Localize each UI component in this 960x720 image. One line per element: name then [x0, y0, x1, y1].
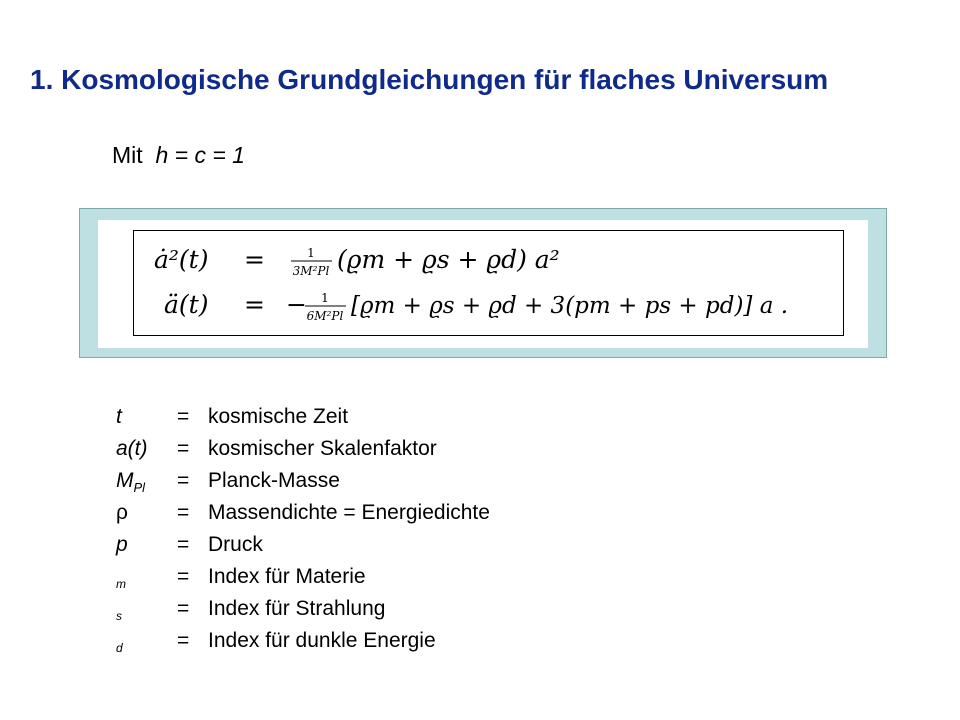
definition-symbol: t — [116, 405, 122, 428]
definition-text: Index für Materie — [208, 565, 366, 588]
definition-text: Index für Strahlung — [208, 597, 386, 620]
definition-equals: = — [177, 533, 190, 556]
equation-2 — [164, 290, 788, 323]
eq1-frac-num: 1 — [307, 246, 315, 260]
definition-text: kosmischer Skalenfaktor — [208, 437, 437, 460]
eq2-equals: = — [244, 290, 265, 319]
definition-symbol: a(t) — [116, 437, 148, 460]
friedmann-equations — [134, 231, 843, 335]
definition-equals: = — [177, 469, 190, 492]
eq1-equals: = — [244, 245, 265, 274]
definition-text: Druck — [208, 533, 263, 556]
definition-symbol: d — [116, 641, 123, 655]
units-expression: h = c = 1 — [155, 142, 245, 168]
eq1-rhs: (ϱm + ϱs + ϱd) a² — [337, 245, 560, 274]
slide-title: 1. Kosmologische Grundgleichungen für flaches Universum — [30, 64, 829, 95]
eq2-frac-num: 1 — [321, 291, 329, 305]
definition-symbol: s — [116, 609, 122, 623]
definition-equals: = — [177, 437, 190, 460]
definition-symbol-base: M — [116, 469, 134, 492]
definition-text: kosmische Zeit — [208, 405, 349, 428]
eq2-minus: − — [286, 290, 307, 319]
definition-text: Massendichte = Energiedichte — [208, 501, 490, 524]
eq2-rhs: [ϱm + ϱs + ϱd + 3(pm + ps + pd)] a . — [351, 293, 789, 319]
definition-equals: = — [177, 501, 190, 524]
eq2-frac-den: 6M²Pl — [306, 309, 344, 323]
equation-panel — [98, 220, 868, 348]
definition-symbol — [116, 469, 174, 495]
definition-text: Index für dunkle Energie — [208, 629, 436, 652]
units-note — [112, 142, 245, 169]
definition-symbol-subscript: Pl — [133, 480, 146, 496]
definition-equals: = — [177, 629, 190, 652]
eq1-frac-den: 3M²Pl — [292, 264, 330, 278]
eq1-lhs: ȧ²(t) — [154, 245, 209, 274]
equation-frame — [79, 208, 887, 358]
definition-symbol: ρ — [116, 501, 128, 524]
units-prefix: Mit — [112, 142, 143, 168]
equation-box — [133, 230, 844, 336]
definition-equals: = — [177, 597, 190, 620]
definition-text: Planck-Masse — [208, 469, 340, 492]
eq2-lhs: ä(t) — [164, 290, 209, 319]
definition-symbol: m — [116, 577, 126, 591]
definition-equals: = — [177, 565, 190, 588]
equation-1 — [154, 245, 560, 278]
definition-symbol: p — [116, 533, 128, 556]
definition-equals: = — [177, 405, 190, 428]
